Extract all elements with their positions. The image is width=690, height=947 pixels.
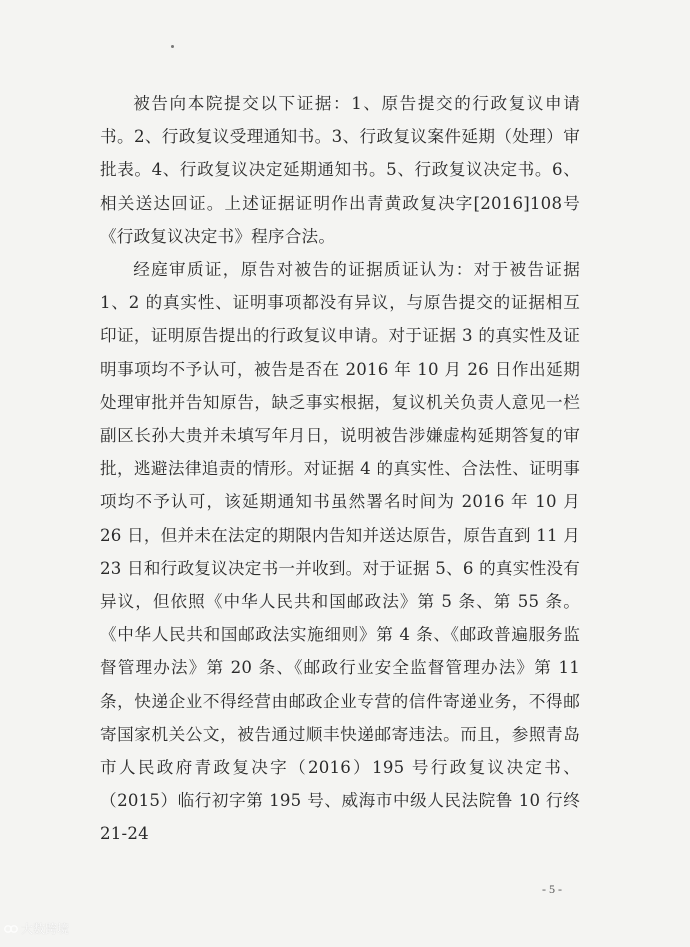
document-body: [100, 87, 580, 851]
logo-icon: [4, 923, 18, 935]
watermark: [4, 920, 69, 937]
watermark-text: 大数跨境: [21, 922, 70, 936]
scan-speck: [171, 45, 174, 48]
evidence-paragraph: 被告向本院提交以下证据：1、原告提交的行政复议申请书。2、行政复议受理通知书。3、行政复议案件延期（处理）审批表。4、行政复议决定延期通知书。5、行政复议决定书。6、相关送达回证。上述证据证明作出青黄政复决字[2016]108号《行政复议决定书》程序合法。: [100, 94, 580, 246]
page-number: - 5 -: [542, 882, 562, 896]
cross-examination-paragraph: 经庭审质证，原告对被告的证据质证认为：对于被告证据 1、2 的真实性、证明事项都没有异议，与原告提交的证据相互印证，证明原告提出的行政复议申请。对于证据 3 的真实性及证明事项均不予认可，被告是否在 2016 年 10 月 26 日作出延期处理审批并告知原告，缺乏事实根据，复议机关负责人意见一栏副区长孙大贵并未填写年月日，说明被告涉嫌虚构延期答复的审批，逃避法律追责的情形。对证据 4 的真实性、合法性、证明事项均不予认可，该延期通知书虽然署名时间为 2016 年 10 月 26 日，但并未在法定的期限内告知并送达原告，原告直到 11 月 23 日和行政复议决定书一并收到。对于证据 5、6 的真实性没有异议，但依照《中华人民共和国邮政法》第 5 条、第 55 条。《中华人民共和国邮政法实施细则》第 4 条、《邮政普遍服务监督管理办法》第 20 条、《邮政行业安全监督管理办法》第 11 条，快递企业不得经营由邮政企业专营的信件寄递业务，不得邮寄国家机关公文，被告通过顺丰快递邮寄违法。而且，参照青岛市人民政府青政复决字（2016）195 号行政复议决定书、（2015）临行初字第 195 号、威海市中级人民法院鲁 10 行终 21-24: [100, 260, 580, 844]
